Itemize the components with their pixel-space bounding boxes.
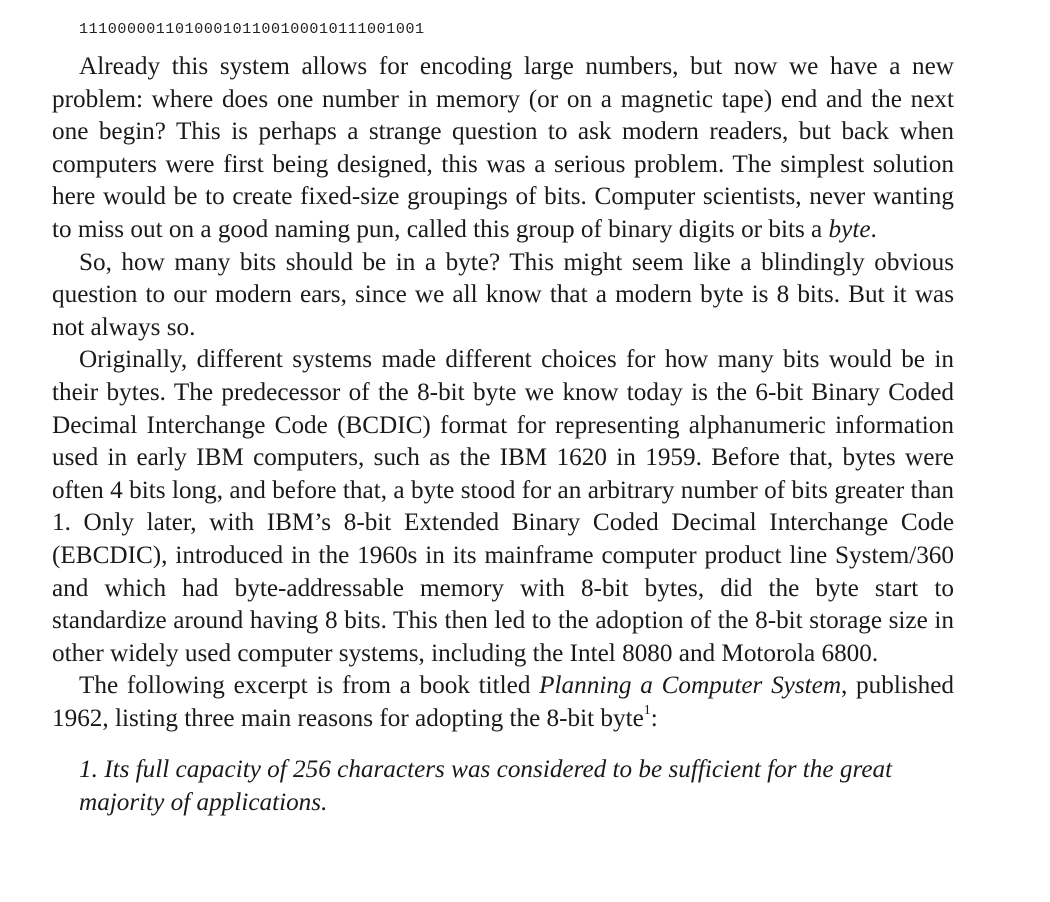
paragraph-history: Originally, different systems made different choices for how many bits would be in their bytes. The predecessor of the 8-bit byte we know today is the 6-bit Binary Coded Decimal Interchange Code (BCDIC) format for representing alphanumeric information used in early IBM computers, such as the IBM 1620 in 1959. Before that, bytes were often 4 bits long, and before that, a byte stood for an arbitrary number of bits greater than 1. Only later, with IBM’s 8-bit Extended Binary Coded Decimal Interchange Code (EBCDIC), introduced in the 1960s in its mainframe computer product line System/360 and which had byte-addressable memory with 8-bit bytes, did the byte start to standardize around having 8 bits. This then led to the adoption of the 8-bit storage size in other widely used computer systems, including the Intel 8080 and Motorola 6800. xyxy=(52,346,954,667)
term-byte: byte xyxy=(828,215,871,243)
paragraph-punctuation: . xyxy=(870,215,877,243)
binary-code-line: 111000001101000101100100010111001001 xyxy=(79,21,425,38)
footnote-marker[interactable]: 1 xyxy=(643,703,651,719)
paragraph-excerpt-intro xyxy=(52,670,954,735)
block-quote xyxy=(79,754,954,819)
quote-list-item: 1. Its full capacity of 256 characters was considered to be sufficient for the great majority of applications. xyxy=(79,756,893,817)
paragraph-bits-per-byte: So, how many bits should be in a byte? This might seem like a blindingly obvious question to our modern ears, since we all know that a modern byte is 8 bits. But it was not always so. xyxy=(52,248,954,341)
paragraph-punctuation: : xyxy=(650,704,658,732)
book-title: Planning a Computer System xyxy=(539,672,842,700)
paragraph-text: Already this system allows for encoding large numbers, but now we have a new problem: where does one number in memory (or on a magnetic tape) end and the next one begin? This is perhaps a strange question to ask modern readers, but back when computers were first being designed, this was a serious problem. The simplest solution here would be to create fixed-size groupings of bits. Computer scientists, never wanting to miss out on a good naming pun, called this group of binary digits or bits a xyxy=(52,53,954,243)
paragraph-encoding-problem xyxy=(52,51,954,247)
document-page xyxy=(52,0,954,820)
paragraph-text: The following excerpt is from a book titled xyxy=(79,672,540,700)
paragraph-text: , published 1962, listing three main reasons for adopting the 8-bit byte xyxy=(52,672,954,732)
